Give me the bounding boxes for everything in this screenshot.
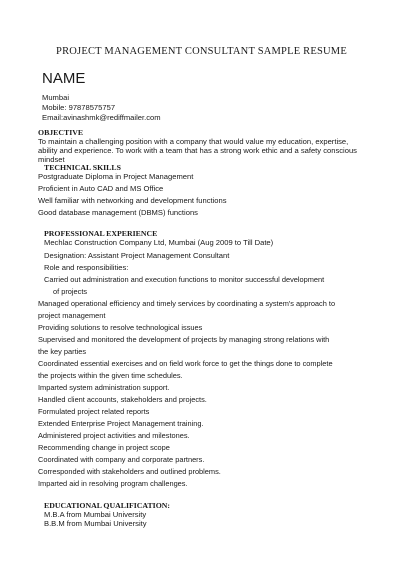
skill-item: Postgraduate Diploma in Project Management xyxy=(38,172,194,181)
responsibility-line: Coordinated with company and corporate partners. xyxy=(38,455,205,464)
contact-mobile: Mobile: 97878575757 xyxy=(42,103,116,112)
skill-item: Proficient in Auto CAD and MS Office xyxy=(38,184,164,193)
candidate-name: NAME xyxy=(42,70,86,87)
responsibility-line: Coordinated essential exercises and on field work force to get the things done to complete xyxy=(38,359,333,368)
responsibility-line: Supervised and monitored the development of projects by managing strong relations with xyxy=(38,335,330,344)
experience-company: Mechlac Construction Company Ltd, Mumbai (Aug 2009 to Till Date) xyxy=(44,238,274,247)
education-heading: EDUCATIONAL QUALIFICATION: xyxy=(44,501,170,510)
experience-designation: Designation: Assistant Project Management Consultant xyxy=(44,251,230,260)
skill-item: Well familiar with networking and development functions xyxy=(38,196,227,205)
responsibility-line: Carried out administration and execution functions to monitor successful development xyxy=(44,275,325,284)
experience-heading: PROFESSIONAL EXPERIENCE xyxy=(44,229,158,238)
responsibility-line: Imparted system administration support. xyxy=(38,383,170,392)
objective-heading: OBJECTIVE xyxy=(38,128,84,137)
responsibility-line: Corresponded with stakeholders and outlined problems. xyxy=(38,467,221,476)
responsibility-line: Extended Enterprise Project Management training. xyxy=(38,419,204,428)
skills-heading: TECHNICAL SKILLS xyxy=(44,163,121,172)
responsibility-line: Recommending change in project scope xyxy=(38,443,170,452)
responsibility-line: Providing solutions to resolve technological issues xyxy=(38,323,203,332)
objective-text: To maintain a challenging position with a company that would value my education, expertise, ability and experience. To work with a team that has a strong work ethic and a safety conscious mindset xyxy=(38,137,357,164)
responsibility-line: project management xyxy=(38,311,106,320)
responsibility-line: the key parties xyxy=(38,347,87,356)
responsibility-line: the projects within the given time schedules. xyxy=(38,371,183,380)
responsibility-line: Handled client accounts, stakeholders and projects. xyxy=(38,395,207,404)
responsibility-line: of projects xyxy=(53,287,88,296)
document-title: PROJECT MANAGEMENT CONSULTANT SAMPLE RESUME xyxy=(56,46,347,57)
contact-city: Mumbai xyxy=(42,93,70,102)
education-item: B.B.M from Mumbai University xyxy=(44,519,147,528)
roles-label: Role and responsibilities: xyxy=(44,263,129,272)
contact-email: Email:avinashmk@rediffmailer.com xyxy=(42,113,161,122)
skill-item: Good database management (DBMS) functions xyxy=(38,208,198,217)
responsibility-line: Formulated project related reports xyxy=(38,407,150,416)
responsibility-line: Managed operational efficiency and timely services by coordinating a system's approach to xyxy=(38,299,336,308)
responsibility-line: Administered project activities and milestones. xyxy=(38,431,190,440)
education-item: M.B.A from Mumbai University xyxy=(44,510,147,519)
responsibility-line: Imparted aid in resolving program challenges. xyxy=(38,479,188,488)
